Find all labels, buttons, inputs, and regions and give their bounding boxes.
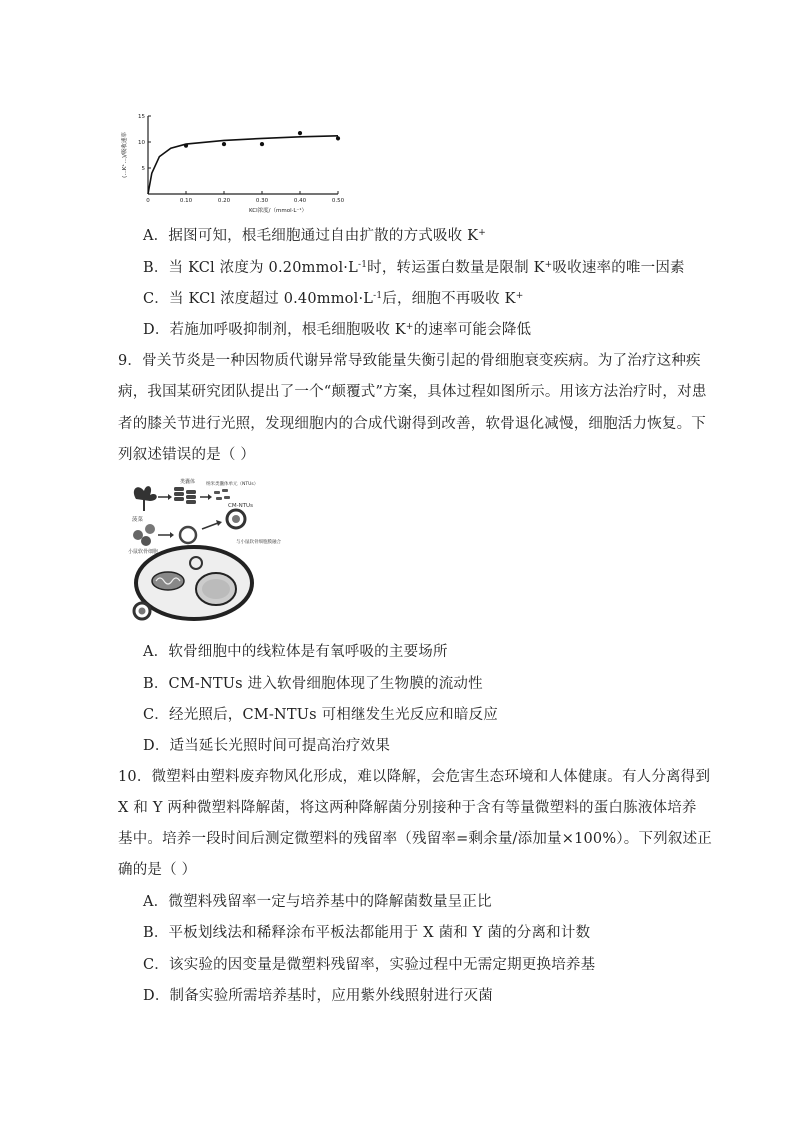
y-tick-label: 15 [138, 114, 145, 120]
q10-option-b: B．平板划线法和稀释涂布平板法都能用于 X 菌和 Y 菌的分离和计数 [143, 925, 591, 941]
q10-stem-line-4: 确的是（ ） [118, 862, 197, 878]
x-axis-label: KCl浓度/（mmol·L⁻¹） [248, 208, 308, 214]
q9-option-c: C．经光照后，CM-NTUs 可相继发生光反应和暗反应 [143, 707, 498, 723]
q8-option-c: C．当 KCl 浓度超过 $0.40mmol\cdot L^{-1}$后，细胞不再吸收 K+ [143, 291, 524, 307]
label-cm-ntus: CM-NTUs [228, 503, 253, 509]
data-point [260, 142, 264, 146]
data-point [298, 131, 302, 135]
q10-stem-line-2: X 和 Y 两种微塑料降解菌，将这两种降解菌分别接种于含有等量微塑料的蛋白胨液体培养 [118, 800, 697, 816]
q10-stem-line-3: 基中。培养一段时间后测定微塑料的残留率（残留率=剩余量/添加量×100%）。下列叙述正 [118, 831, 712, 847]
chart-svg [118, 96, 358, 218]
x-tick-label: 0.50 [331, 198, 345, 204]
q8-option-d: D．若施加呼吸抑制剂，根毛细胞吸收 K+的速率可能会降低 [143, 322, 532, 338]
cell-figure-svg [124, 477, 281, 623]
q10-option-d: D．制备实验所需培养基时，应用紫外线照射进行灭菌 [143, 988, 493, 1004]
q9-stem-line-3: 者的膝关节进行光照，发现细胞内的合成代谢得到改善，软骨退化减慢，细胞活力恢复。下 [118, 416, 706, 432]
q10-option-a: A．微塑料残留率一定与培养基中的降解菌数量呈正比 [143, 894, 492, 910]
x-tick-label: 0.10 [179, 198, 193, 204]
kcl-absorption-chart [118, 96, 358, 218]
label-thylakoid: 类囊体 [180, 479, 196, 485]
q9-option-b: B．CM-NTUs 进入软骨细胞体现了生物膜的流动性 [143, 676, 483, 692]
label-fusion: 与小鼠软骨细胞膜融合 [236, 540, 281, 545]
fit-curve [148, 136, 338, 194]
label-chondrocyte: 小鼠软骨细胞 [128, 549, 159, 555]
q9-option-a: A．软骨细胞中的线粒体是有氧呼吸的主要场所 [143, 644, 448, 660]
data-point [184, 144, 188, 148]
y-tick-label: 10 [138, 140, 145, 146]
label-spinach: 菠菜 [132, 517, 144, 523]
q9-stem-line-2: 病，我国某研究团队提出了一个“颠覆式”方案，具体过程如图所示。用该方法治疗时，对患 [118, 384, 707, 400]
q8-option-b: B．当 KCl 浓度为 $0.20mmol\cdot L^{-1}$时，转运蛋白数量是限制 K+吸收速率的唯一因素 [143, 260, 685, 276]
q8-option-a: A．据图可知，根毛细胞通过自由扩散的方式吸收 K+ [143, 228, 486, 244]
label-ntus: 纳米类囊体单元（NTUs） [206, 482, 259, 487]
q9-stem-line-1: 9．骨关节炎是一种因物质代谢异常导致能量失衡引起的骨细胞衰变疾病。为了治疗这种疾 [118, 353, 701, 369]
cm-ntus-process-figure [124, 477, 281, 623]
x-tick-label: 0.40 [293, 198, 307, 204]
q9-option-d: D．适当延长光照时间可提高治疗效果 [143, 738, 391, 754]
q10-stem-line-1: 10．微塑料由塑料废弃物风化形成，难以降解，会危害生态环境和人体健康。有人分离得到 [118, 769, 711, 785]
thylakoid-icon [174, 487, 196, 504]
x-tick-label: 0.20 [217, 198, 231, 204]
q10-option-c: C．该实验的因变量是微塑料残留率，实验过程中无需定期更换培养基 [143, 957, 596, 973]
q9-stem-line-4: 列叙述错误的是（ ） [118, 447, 256, 463]
data-point [222, 142, 226, 146]
x-tick-label: 0 [146, 198, 150, 204]
data-point [336, 136, 340, 140]
spinach-icon [134, 486, 157, 511]
y-axis-label: (…K⁺…)/吸收速率 [122, 132, 128, 178]
ntus-icon [214, 489, 230, 500]
x-tick-label: 0.30 [255, 198, 269, 204]
y-tick-label: 5 [141, 166, 145, 172]
